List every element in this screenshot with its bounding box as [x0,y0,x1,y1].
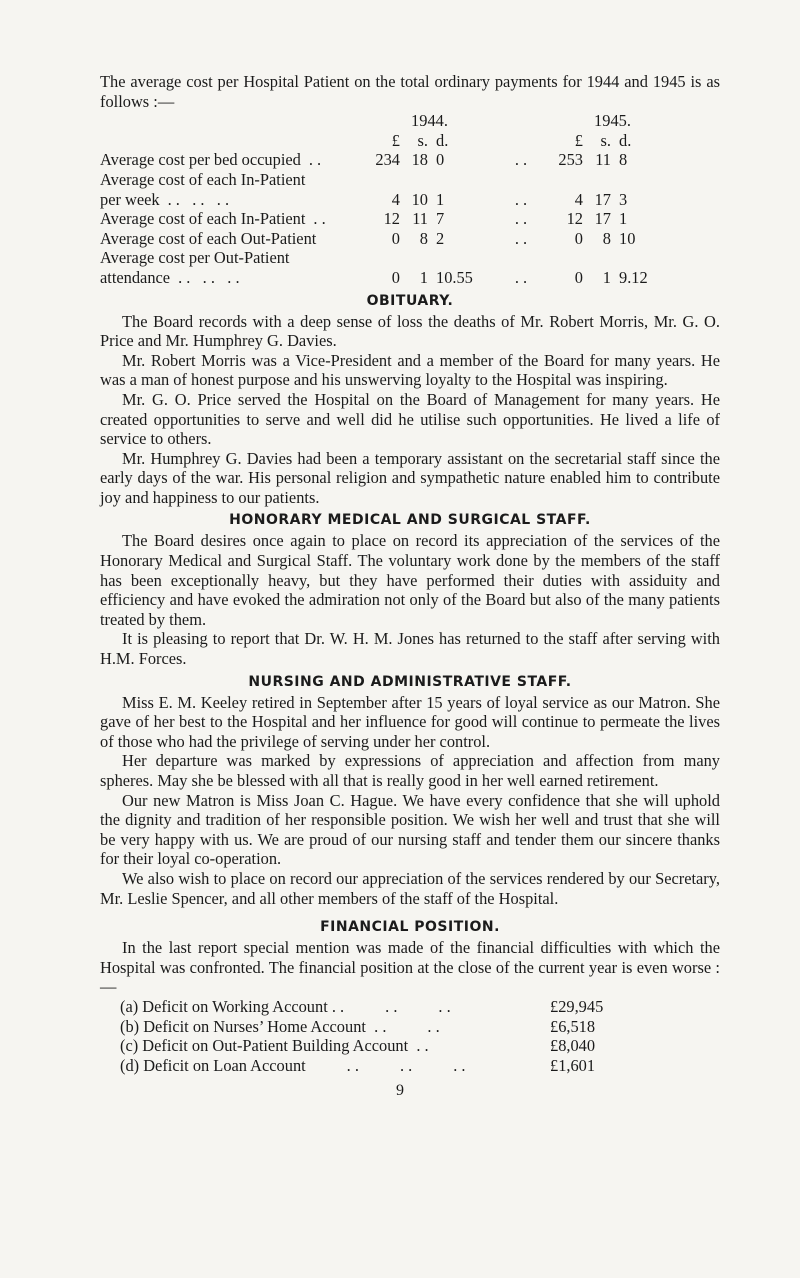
obituary-heading: OBITUARY. [366,292,454,309]
cost-row-label: Average cost of each In-Patient [100,169,306,189]
main-text-column [100,72,720,1075]
dot-leader: . . [308,150,322,170]
obituary-paragraph: Mr. Humphrey G. Davies had been a temporary assistant on the secretarial staff since the early days of the war. His personal religion and sympathetic nature enabled him to contribute joy and happiness to our patients. [100,448,720,507]
pounds-value: 234 [375,150,400,170]
cost-table [100,111,680,287]
deficit-amount: £1,601 [550,1055,596,1075]
deficit-item [100,1017,680,1037]
pence-value: 7 [436,209,445,229]
pence-value: 3 [619,189,628,209]
unit-pence: d. [436,130,449,150]
year-1945-header: 1945. [594,111,631,131]
pence-value: 1 [619,209,628,229]
shillings-value: 1 [602,267,611,287]
dot-leader: . . [313,209,326,229]
pence-value: 10 [619,228,636,248]
column-separator: . . [514,150,528,170]
cost-table-unit-row [100,131,680,151]
column-separator [497,248,545,268]
cost-1944-value [362,209,497,229]
cost-table-body [100,150,680,287]
nursing-paragraph: Her departure was marked by expressions of appreciation and affection from many spheres. May she be blessed with all that is really good in her well earned retirement. [100,751,720,790]
nursing-paragraph: We also wish to place on record our appreciation of the services rendered by our Secretary, Mr. Leslie Spencer, and all other members of the staff of the Hospital. [100,868,720,908]
cost-row-label: Average cost per Out-Patient [100,248,290,268]
cost-1945-value [545,248,680,268]
cost-1945-value [545,229,680,249]
column-separator [497,170,545,190]
shillings-value: 18 [411,150,428,170]
cost-1945-value [545,268,680,288]
cost-row-label: Average cost of each Out-Patient [100,228,317,248]
cost-table-row [100,150,680,170]
deficit-amount: £6,518 [550,1016,596,1036]
pounds-value: 0 [391,267,400,287]
deficit-label: (a) Deficit on Working Account . . . . . . [120,996,451,1016]
cost-1945-value [545,190,680,210]
shillings-value: 10 [411,189,428,209]
cost-1945-value [545,150,680,170]
pence-value: 8 [619,150,628,170]
nursing-paragraph: Miss E. M. Keeley retired in September after 15 years of loyal service as our Matron. She gave of her best to the Hospital and her influence for good will continue to permeate the lives of those who had the privilege of serving under her control. [100,692,720,751]
dot-leader: . . . . . . [167,189,230,209]
deficit-item [100,1036,680,1056]
pounds-value: 4 [391,189,400,209]
cost-1944-value [362,268,497,288]
page-number: 9 [396,1082,404,1099]
unit-shillings: s. [417,130,428,150]
cost-row-label: per week . . . . . . [100,189,230,209]
pence-value: 1 [436,189,445,209]
unit-pounds: £ [391,130,400,150]
cost-table-row [100,229,680,249]
cost-table-row [100,248,680,268]
deficit-label: (c) Deficit on Out-Patient Building Account . . [120,1036,429,1056]
pounds-value: 12 [383,209,400,229]
honorary-paragraph: It is pleasing to report that Dr. W. H. M. Jones has returned to the staff after serving with H.M. Forces. [100,629,720,669]
nursing-paragraph: Our new Matron is Miss Joan C. Hague. We have every confidence that she will uphold the dignity and tradition of her responsible position. We wish her well and trust that she will be very happy with us. We are proud of our nursing staff and tender them our sincere thanks for their loyal co-operation. [100,790,720,869]
column-separator: . . [514,267,528,287]
shillings-value: 11 [412,209,428,229]
honorary-paragraph: The Board desires once again to place on record its appreciation of the services of the Honorary Medical and Surgical Staff. The voluntary work done by the members of the staff has been exceptionally heavy, but they have performed their duties with assiduity and efficiency and have evoked the admiration not only of the Board but also of the many patients treated by them. [100,531,720,629]
deficit-amount: £29,945 [550,996,604,1016]
cost-table-year-row [100,111,680,131]
dot-leader: . . . . . . [178,267,240,287]
cost-1944-value [362,229,497,249]
cost-row-label: attendance . . . . . . [100,267,240,287]
column-separator: . . [514,189,528,209]
shillings-value: 11 [595,150,611,170]
unit-shillings: s. [600,130,611,150]
cost-1945-value [545,209,680,229]
cost-table-row [100,209,680,229]
cost-table-row [100,190,680,210]
column-separator: . . [514,209,528,229]
cost-1944-value [362,248,497,268]
pounds-value: 0 [391,228,400,248]
cost-1944-value [362,150,497,170]
pounds-value: 0 [574,267,583,287]
shillings-value: 17 [594,189,611,209]
shillings-value: 1 [419,267,428,287]
pounds-value: 253 [558,150,583,170]
cost-row-label: Average cost of each In-Patient . . [100,209,326,229]
cost-1945-value [545,170,680,190]
obituary-paragraph: Mr. G. O. Price served the Hospital on the Board of Management for many years. He created opportunities to serve and well did he utilise such opportunities. He lived a life of service to others. [100,389,720,449]
pence-value: 0 [436,150,445,170]
cost-table-row [100,170,680,190]
obituary-paragraph: The Board records with a deep sense of loss the deaths of Mr. Robert Morris, Mr. G. O. Price and Mr. Humphrey G. Davies. [100,311,720,351]
pounds-value: 12 [566,209,583,229]
deficit-label: (d) Deficit on Loan Account . . . . . . [120,1055,466,1075]
shillings-value: 17 [594,209,611,229]
deficit-item [100,1056,680,1076]
deficit-item [100,997,680,1017]
financial-position-heading: FINANCIAL POSITION. [320,919,500,936]
shillings-value: 8 [419,228,428,248]
cost-1944-value [362,170,497,190]
honorary-staff-heading: HONORARY MEDICAL AND SURGICAL STAFF. [229,512,591,529]
shillings-value: 8 [602,228,611,248]
pence-value: 10.55 [436,267,473,287]
pence-value: 9.12 [619,267,648,287]
unit-pounds: £ [574,130,583,150]
deficit-amount: £8,040 [550,1036,596,1056]
intro-paragraph: The average cost per Hospital Patient on the total ordinary payments for 1944 and 1945 is as follows :— [100,72,720,111]
cost-1944-value [362,190,497,210]
column-separator: . . [514,228,528,248]
pounds-value: 0 [574,228,583,248]
year-1944-header: 1944. [411,111,448,131]
cost-table-row [100,268,680,288]
cost-row-label: Average cost per bed occupied . . [100,150,322,170]
obituary-paragraph: Mr. Robert Morris was a Vice-President and a member of the Board for many years. He was a man of honest purpose and his unswerving loyalty to the Hospital was inspiring. [100,350,720,390]
pence-value: 2 [436,228,445,248]
nursing-staff-heading: NURSING AND ADMINISTRATIVE STAFF. [248,673,572,690]
pounds-value: 4 [574,189,583,209]
unit-pence: d. [619,130,632,150]
financial-paragraph: In the last report special mention was made of the financial difficulties with which the Hospital was confronted. The financial position at the close of the current year is even worse :— [100,938,720,997]
deficit-label: (b) Deficit on Nurses’ Home Account . . . . [120,1016,440,1036]
